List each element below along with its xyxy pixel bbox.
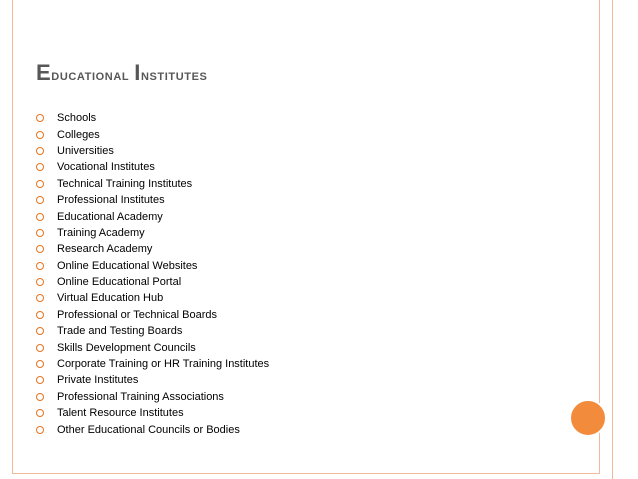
bullet-icon [36,393,44,401]
bullet-icon [36,180,44,188]
bullet-icon [36,213,44,221]
list-item-label: Colleges [57,128,100,141]
bullet-icon [36,196,44,204]
list-item [36,225,269,241]
bullet-icon [36,114,44,122]
bullet-icon [36,147,44,155]
list-item [36,159,269,175]
list-item [36,110,269,126]
list-item-label: Schools [57,112,97,125]
list-item [36,274,269,290]
bullet-list [36,110,269,438]
list-item-label: Private Institutes [57,374,139,387]
bullet-icon [36,360,44,368]
list-item-label: Other Educational Councils or Bodies [57,423,240,436]
bullet-icon [36,294,44,302]
list-item-label: Professional Training Associations [57,390,224,403]
list-item-label: Trade and Testing Boards [57,325,183,338]
list-item-label: Research Academy [57,243,153,256]
bullet-icon [36,278,44,286]
bullet-icon [36,229,44,237]
bullet-icon [36,344,44,352]
list-item-label: Technical Training Institutes [57,177,193,190]
list-item [36,372,269,388]
list-item-label: Professional Institutes [57,194,165,207]
slide-right-border-line [612,0,613,479]
list-item [36,405,269,421]
list-item-label: Skills Development Councils [57,341,196,354]
list-item-label: Educational Academy [57,210,163,223]
list-item [36,241,269,257]
list-item-label: Professional or Technical Boards [57,308,217,321]
title-rest-1: ducational [51,67,135,84]
list-item [36,389,269,405]
bullet-icon [36,163,44,171]
title-initial-e: E [36,60,52,85]
list-item-label: Training Academy [57,226,145,239]
list-item [36,192,269,208]
list-item [36,307,269,323]
list-item [36,208,269,224]
list-item [36,176,269,192]
list-item-label: Online Educational Portal [57,276,182,289]
decorative-orange-circle [569,399,607,437]
slide-title [36,62,207,84]
list-item-label: Universities [57,144,114,157]
list-item-label: Vocational Institutes [57,161,155,174]
list-item-label: Talent Resource Institutes [57,407,184,420]
bullet-icon [36,262,44,270]
title-initial-i: I [134,60,141,85]
bullet-icon [36,327,44,335]
list-item-label: Corporate Training or HR Training Institutes [57,358,270,371]
list-item [36,258,269,274]
bullet-icon [36,311,44,319]
list-item [36,290,269,306]
list-item [36,356,269,372]
bullet-icon [36,131,44,139]
list-item [36,143,269,159]
list-item [36,339,269,355]
list-item [36,421,269,437]
bullet-icon [36,245,44,253]
bullet-icon [36,426,44,434]
list-item [36,126,269,142]
list-item-label: Virtual Education Hub [57,292,164,305]
list-item [36,323,269,339]
bullet-icon [36,376,44,384]
list-item-label: Online Educational Websites [57,259,198,272]
title-rest-2: nstitutes [140,67,208,84]
bullet-icon [36,409,44,417]
